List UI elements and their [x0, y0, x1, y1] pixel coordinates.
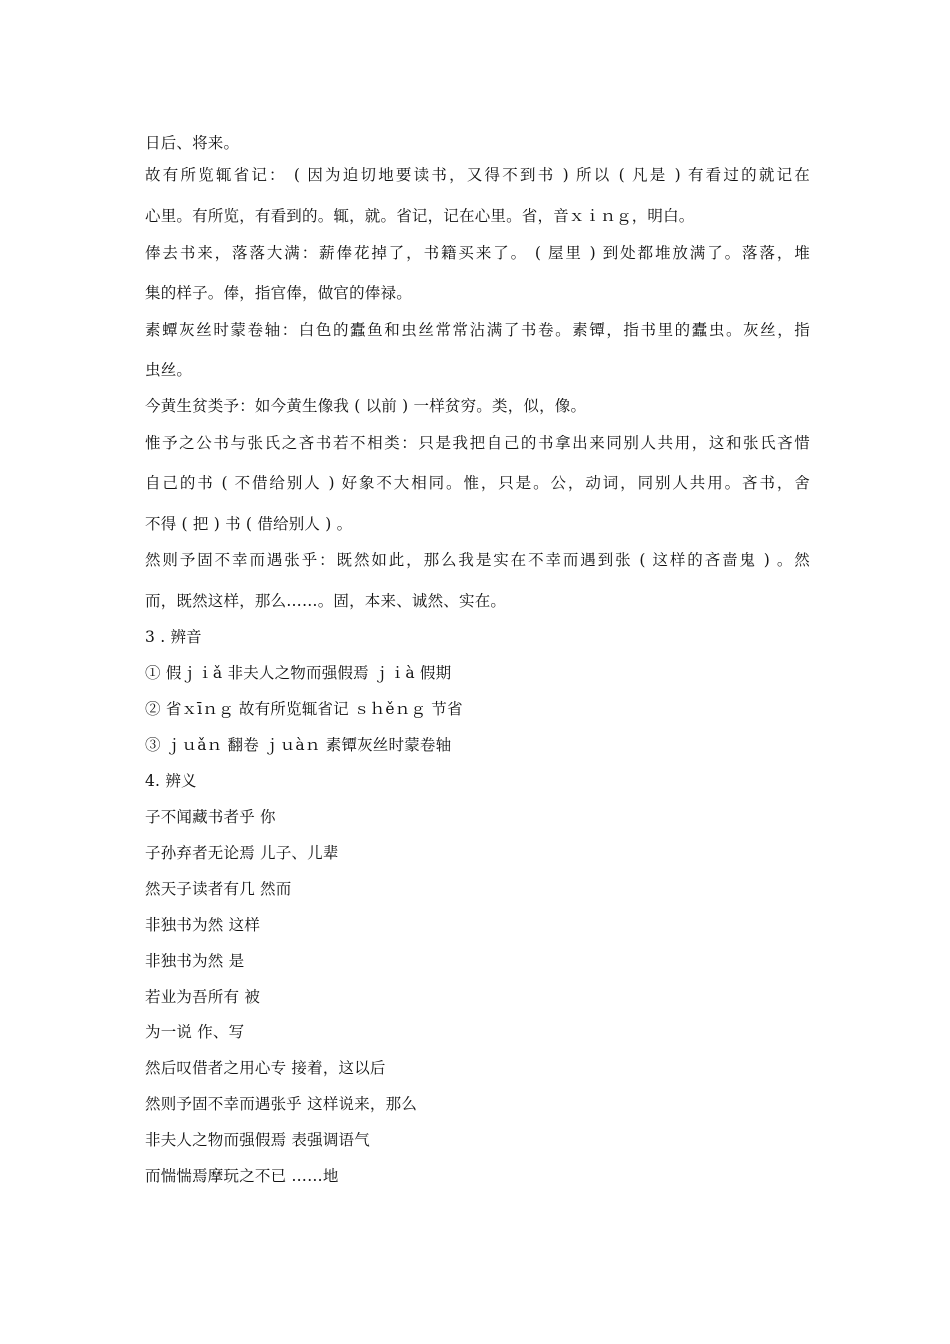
text-line: 为一说 作、写 — [145, 1023, 245, 1041]
text-line: 素蟫灰丝时蒙卷轴：白色的蠹鱼和虫丝常常沾满了书卷。素镡，指书里的蠹虫。灰丝，指 — [145, 321, 810, 339]
text-line: 俸去书来，落落大满：薪俸花掉了，书籍买来了。 ( 屋里 ) 到处都堆放满了。落落，堆 — [145, 244, 810, 262]
text-line: 非独书为然 这样 — [145, 916, 261, 934]
text-line: ② 省ｘīｎｇ 故有所览辄省记 ｓｈěｎｇ 节省 — [145, 700, 463, 718]
text-line: 虫丝。 — [145, 361, 193, 379]
text-line: 集的样子。俸，指官俸，做官的俸禄。 — [145, 284, 412, 302]
text-line: ① 假ｊｉǎ 非夫人之物而强假焉 ｊｉà 假期 — [145, 664, 452, 682]
text-line: 非独书为然 是 — [145, 952, 245, 970]
text-line: 而惴惴焉摩玩之不已 ……地 — [145, 1167, 339, 1185]
text-line: 今黄生贫类予：如今黄生像我 ( 以前 ) 一样贫穷。类，似，像。 — [145, 397, 587, 415]
section-heading: 3 . 辨音 — [145, 628, 202, 646]
text-line: 子孙弃者无论焉 儿子、儿辈 — [145, 844, 339, 862]
text-line: 非夫人之物而强假焉 表强调语气 — [145, 1131, 370, 1149]
text-line: 日后、将来。 — [145, 134, 240, 152]
text-line: 然天子读者有几 然而 — [145, 880, 292, 898]
text-line: 心里。有所览，有看到的。辄，就。省记，记在心里。省，音ｘｉｎｇ，明白。 — [145, 207, 695, 225]
text-line: 子不闻藏书者乎 你 — [145, 808, 276, 826]
text-line: 自己的书 ( 不借给别人 ) 好象不大相同。惟，只是。公，动词，同别人共用。吝书，舍 — [145, 474, 810, 492]
text-line: 然则予固不幸而遇张乎 这样说来，那么 — [145, 1095, 418, 1113]
text-line: 然则予固不幸而遇张乎：既然如此，那么我是实在不幸而遇到张 ( 这样的吝啬鬼 ) 。然 — [145, 551, 810, 569]
text-line: ③ ｊｕǎｎ 翻卷 ｊｕàｎ 素镡灰丝时蒙卷轴 — [145, 736, 452, 754]
text-line: 若业为吾所有 被 — [145, 988, 261, 1006]
section-heading: 4. 辨义 — [145, 772, 197, 790]
text-line: 然后叹借者之用心专 接着，这以后 — [145, 1059, 386, 1077]
text-line: 惟予之公书与张氏之吝书若不相类：只是我把自己的书拿出来同别人共用，这和张氏吝惜 — [145, 434, 810, 452]
text-line: 不得 ( 把 ) 书 ( 借给别人 ) 。 — [145, 515, 353, 533]
text-line: 而，既然这样，那么……。固，本来、诚然、实在。 — [145, 592, 507, 610]
text-line: 故有所览辄省记： ( 因为迫切地要读书，又得不到书 ) 所以 ( 凡是 ) 有看过的就记在 — [145, 166, 810, 184]
